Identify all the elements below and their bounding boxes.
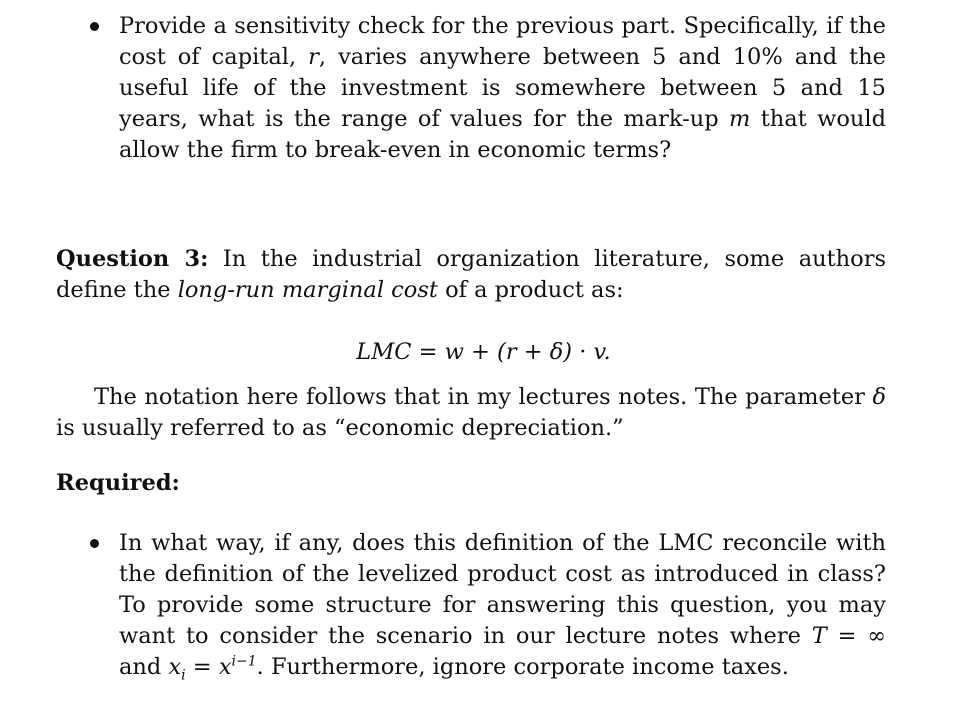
text-segment: Provide a sensitivity check for the previous part. Specifically, if the cost of capital, (119, 13, 886, 70)
math-superscript: i−1 (231, 653, 257, 670)
math-var-delta: δ (872, 384, 886, 410)
bullet-item-lmc (90, 528, 886, 683)
bullet-text (119, 11, 886, 166)
text-segment: . Furthermore, ignore corporate income taxes. (256, 654, 789, 680)
text-segment: of a product as: (437, 277, 624, 303)
text-segment: In the industrial organization literature, some authors define the (56, 246, 886, 303)
text-segment: The notation here follows that in my lectures notes. The parameter (94, 384, 873, 410)
math-t-infinity: T = ∞ (811, 623, 886, 649)
math-equals-x: = x (185, 654, 232, 680)
lmc-equation: LMC = w + (r + δ) · v. (356, 339, 611, 365)
question-3-paragraph (56, 244, 886, 306)
text-segment: , varies anywhere between 5 and 10% and the useful life of the investment is somewhere between 5 and 15 years, what is the range of values for the mark-up (119, 44, 886, 132)
text-segment: and (119, 654, 169, 680)
math-subscript: i (181, 667, 186, 684)
required-heading: Required: (56, 470, 180, 496)
bullet-item-sensitivity (90, 11, 886, 166)
math-x-equation (168, 653, 257, 684)
bullet-marker (90, 539, 99, 548)
math-var-x: x (168, 654, 182, 680)
text-segment: In what way, if any, does this definition of the LMC reconcile with the definition of the levelized product cost as introduced in class? To provide some structure for answering this question, you may want to consider the scenario in our lecture notes where (119, 530, 886, 649)
bullet-text (119, 528, 886, 683)
question-label: Question 3: (56, 246, 209, 272)
text-segment: is usually referred to as “economic depreciation.” (56, 415, 624, 441)
math-var-m: m (729, 106, 751, 132)
emphasized-term: long-run marginal cost (177, 277, 438, 303)
notation-paragraph (56, 382, 886, 444)
bullet-marker (90, 22, 99, 31)
math-var-r: r (308, 44, 319, 70)
text-segment: that would allow the firm to break-even in economic terms? (119, 106, 886, 163)
